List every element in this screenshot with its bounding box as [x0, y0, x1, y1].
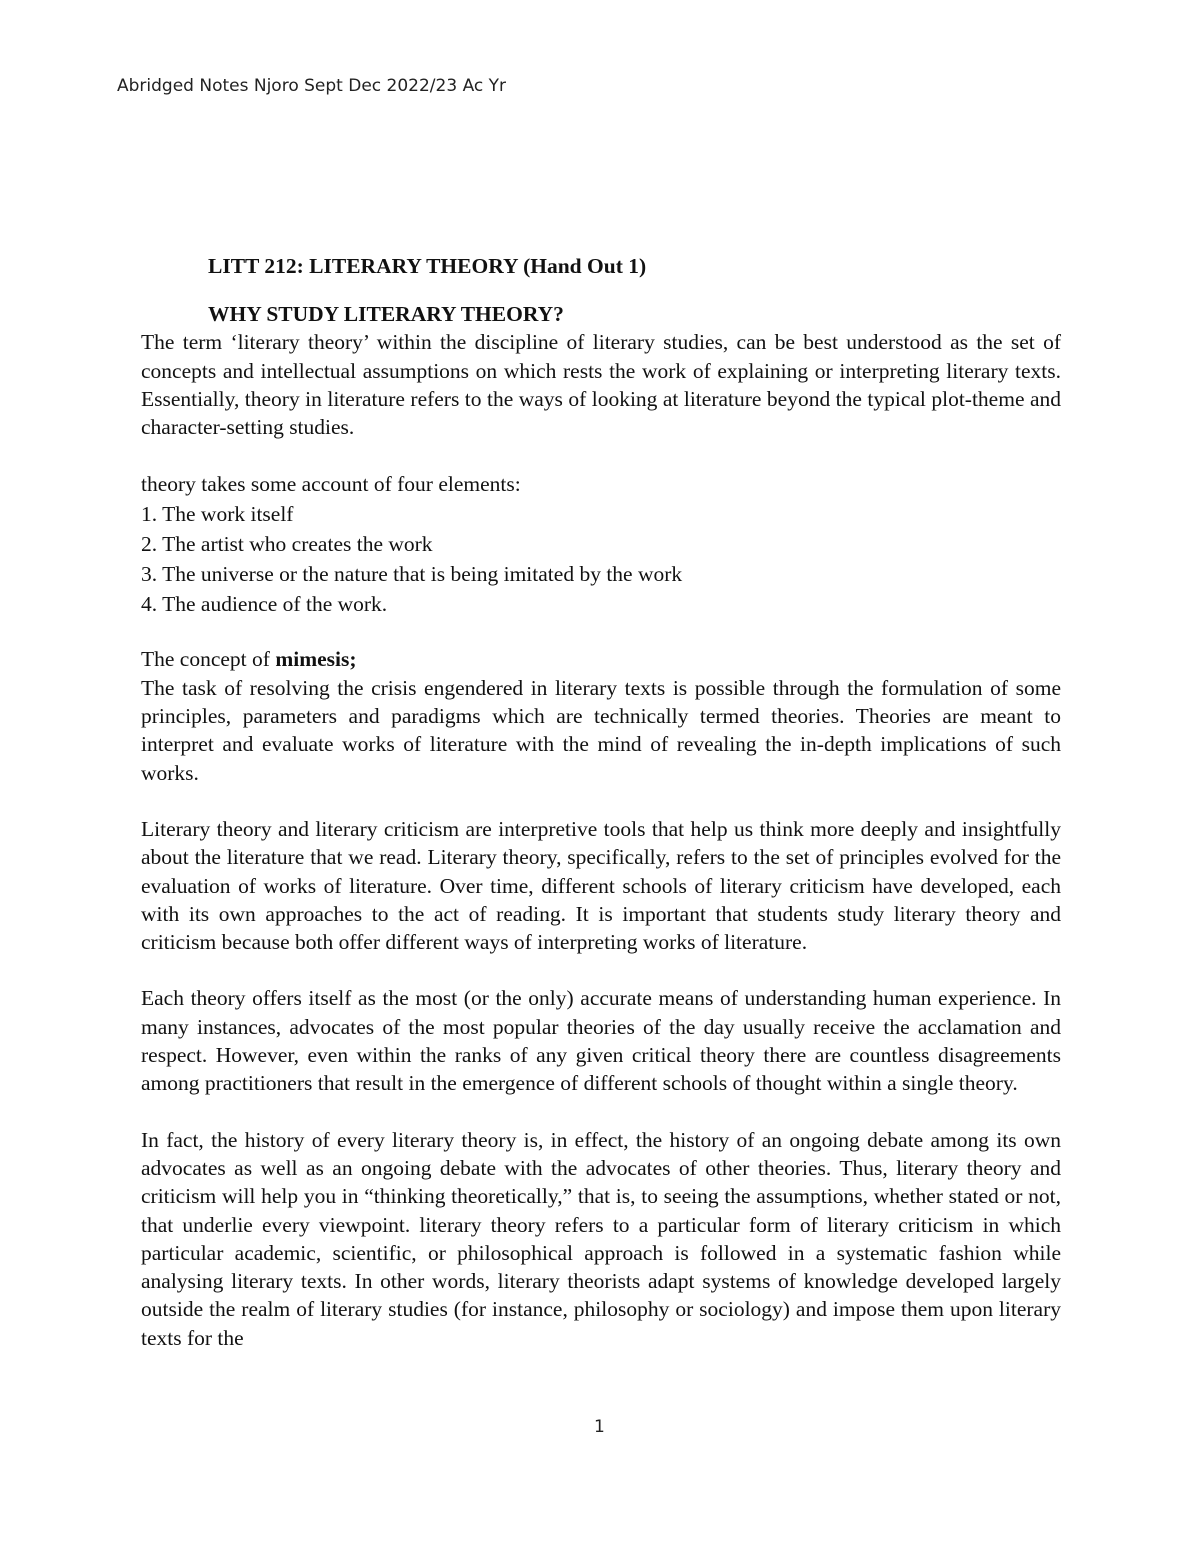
page-header: Abridged Notes Njoro Sept Dec 2022/23 Ac Yr: [117, 76, 507, 96]
elements-intro: theory takes some account of four elements:: [141, 472, 521, 497]
mimesis-term: mimesis;: [275, 647, 357, 672]
list-item: 2. The artist who creates the work: [141, 532, 433, 557]
mimesis-heading: [141, 645, 1061, 673]
section-heading: WHY STUDY LITERARY THEORY?: [208, 302, 564, 327]
intro-paragraph: The term ‘literary theory’ within the discipline of literary studies, can be best understood as the set of concepts and intellectual assumptions on which rests the work of explaining or interpreting literary texts. Essentially, theory in literature refers to the ways of looking at literature beyond the typical plot-theme and character-setting studies.: [141, 330, 1061, 440]
list-item: 1. The work itself: [141, 502, 294, 527]
paragraph: The task of resolving the crisis engendered in literary texts is possible through the formulation of some principles, parameters and paradigms which are technically termed theories. Theories are meant to interpret and evaluate works of literature with the mind of revealing the in-depth implications of such works.: [141, 675, 1061, 785]
mimesis-heading-prefix: The concept of: [141, 647, 276, 672]
list-item: 4. The audience of the work.: [141, 592, 388, 617]
paragraph: Each theory offers itself as the most (or the only) accurate means of understanding human experience. In many instances, advocates of the most popular theories of the day usually receive the acclamation and respect. However, even within the ranks of any given critical theory there are countless disagreements among practitioners that result in the emergence of different schools of thought within a single theory.: [141, 986, 1061, 1096]
document-title: LITT 212: LITERARY THEORY (Hand Out 1): [208, 254, 647, 278]
list-item: 3. The universe or the nature that is being imitated by the work: [141, 562, 683, 587]
document-body: [141, 252, 1061, 1352]
paragraph: Literary theory and literary criticism are interpretive tools that help us think more deeply and insightfully about the literature that we read. Literary theory, specifically, refers to the set of principles evolved for the evaluation of works of literature. Over time, different schools of literary criticism have developed, each with its own approaches to the act of reading. It is important that students study literary theory and criticism because both offer different ways of interpreting works of literature.: [141, 816, 1061, 955]
page-number: 1: [594, 1417, 605, 1437]
paragraph: In fact, the history of every literary theory is, in effect, the history of an ongoing debate among its own advocates as well as an ongoing debate with the advocates of other theories. Thus, literary theory and criticism will help you in “thinking theoretically,” that is, to seeing the assumptions, whether stated or not, that underlie every viewpoint. literary theory refers to a particular form of literary criticism in which particular academic, scientific, or philosophical approach is followed in a systematic fashion while analysing literary texts. In other words, literary theorists adapt systems of knowledge developed largely outside the realm of literary studies (for instance, philosophy or sociology) and impose them upon literary texts for the: [141, 1127, 1061, 1350]
elements-list: [141, 499, 1061, 619]
